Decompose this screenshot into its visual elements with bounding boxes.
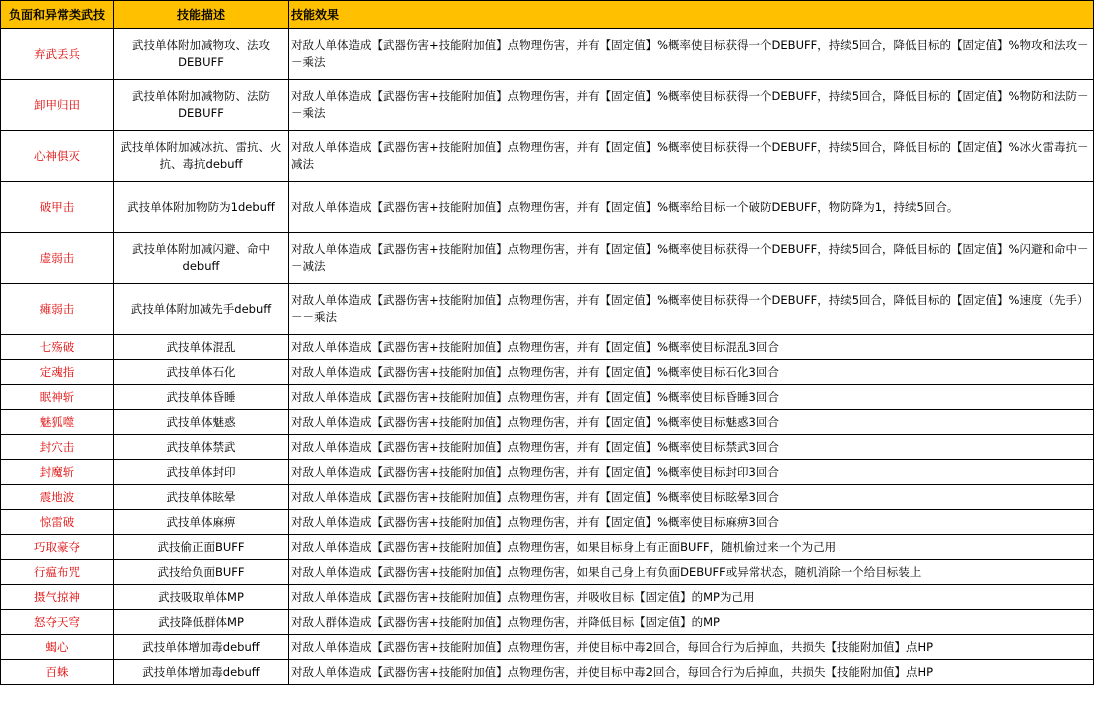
skill-description: 武技单体石化 (114, 360, 289, 385)
table-row (1, 485, 1094, 510)
skill-name: 眠神斩 (1, 385, 114, 410)
skill-description: 武技单体麻痹 (114, 510, 289, 535)
skill-name: 蝎心 (1, 635, 114, 660)
table-row (1, 182, 1094, 233)
skill-effect: 对敌人单体造成【武器伤害+技能附加值】点物理伤害，并使目标中毒2回合，每回合行为后掉血，共损失【技能附加值】点HP (289, 635, 1094, 660)
skill-effect: 对敌人单体造成【武器伤害+技能附加值】点物理伤害，并有【固定值】%概率使目标石化3回合 (289, 360, 1094, 385)
skill-description: 武技单体附加减闪避、命中debuff (114, 233, 289, 284)
skill-effect: 对敌人单体造成【武器伤害+技能附加值】点物理伤害，并有【固定值】%概率使目标获得一个DEBUFF，持续5回合，降低目标的【固定值】%物防和法防－－乘法 (289, 80, 1094, 131)
skill-effect: 对敌人单体造成【武器伤害+技能附加值】点物理伤害，并有【固定值】%概率使目标获得一个DEBUFF，持续5回合，降低目标的【固定值】%速度（先手）－－乘法 (289, 284, 1094, 335)
skill-name: 百蛛 (1, 660, 114, 685)
skill-effect: 对敌人单体造成【武器伤害+技能附加值】点物理伤害，如果目标身上有正面BUFF，随机偷过来一个为己用 (289, 535, 1094, 560)
skill-name: 卸甲归田 (1, 80, 114, 131)
skill-description: 武技单体封印 (114, 460, 289, 485)
table-row (1, 360, 1094, 385)
skill-description: 武技吸取单体MP (114, 585, 289, 610)
table-row (1, 510, 1094, 535)
table-row (1, 335, 1094, 360)
skill-effect: 对敌人单体造成【武器伤害+技能附加值】点物理伤害，并有【固定值】%概率使目标魅惑3回合 (289, 410, 1094, 435)
skill-name: 惊雷破 (1, 510, 114, 535)
header-name: 负面和异常类武技 (1, 1, 114, 29)
skill-name: 怒夺天穹 (1, 610, 114, 635)
skill-name: 巧取豪夺 (1, 535, 114, 560)
skill-description: 武技降低群体MP (114, 610, 289, 635)
skill-name: 虚弱击 (1, 233, 114, 284)
table-row (1, 610, 1094, 635)
table-row (1, 29, 1094, 80)
skill-description: 武技单体魅惑 (114, 410, 289, 435)
header-description: 技能描述 (114, 1, 289, 29)
skill-description: 武技单体附加减冰抗、雷抗、火抗、毒抗debuff (114, 131, 289, 182)
skill-name: 弃武丢兵 (1, 29, 114, 80)
skill-effect: 对敌人单体造成【武器伤害+技能附加值】点物理伤害，并有【固定值】%概率使目标封印3回合 (289, 460, 1094, 485)
skill-name: 震地波 (1, 485, 114, 510)
skill-effect: 对敌人群体造成【武器伤害+技能附加值】点物理伤害，并降低目标【固定值】的MP (289, 610, 1094, 635)
skill-name: 封穴击 (1, 435, 114, 460)
skill-name: 心神俱灭 (1, 131, 114, 182)
skill-name: 七殇破 (1, 335, 114, 360)
skill-name: 破甲击 (1, 182, 114, 233)
table-row (1, 410, 1094, 435)
table-row (1, 284, 1094, 335)
table-row (1, 80, 1094, 131)
skill-effect: 对敌人单体造成【武器伤害+技能附加值】点物理伤害，并有【固定值】%概率使目标昏睡3回合 (289, 385, 1094, 410)
table-row (1, 560, 1094, 585)
table-row (1, 385, 1094, 410)
skill-description: 武技单体附加减先手debuff (114, 284, 289, 335)
skill-description: 武技给负面BUFF (114, 560, 289, 585)
skill-description: 武技单体附加物防为1debuff (114, 182, 289, 233)
skill-effect: 对敌人单体造成【武器伤害+技能附加值】点物理伤害，并有【固定值】%概率使目标眩晕3回合 (289, 485, 1094, 510)
skill-name: 定魂指 (1, 360, 114, 385)
header-effect: 技能效果 (289, 1, 1094, 29)
skill-effect: 对敌人单体造成【武器伤害+技能附加值】点物理伤害，并有【固定值】%概率使目标获得一个DEBUFF，持续5回合，降低目标的【固定值】%冰火雷毒抗－减法 (289, 131, 1094, 182)
table-row (1, 233, 1094, 284)
skill-description: 武技单体昏睡 (114, 385, 289, 410)
table-row (1, 585, 1094, 610)
skill-description: 武技单体附加减物防、法防DEBUFF (114, 80, 289, 131)
skill-name: 封魔斩 (1, 460, 114, 485)
skill-effect: 对敌人单体造成【武器伤害+技能附加值】点物理伤害，并使目标中毒2回合，每回合行为后掉血，共损失【技能附加值】点HP (289, 660, 1094, 685)
header-row (1, 1, 1094, 29)
skill-description: 武技单体混乱 (114, 335, 289, 360)
table-row (1, 535, 1094, 560)
skill-description: 武技单体眩晕 (114, 485, 289, 510)
table-row (1, 131, 1094, 182)
skill-description: 武技偷正面BUFF (114, 535, 289, 560)
skill-description: 武技单体禁武 (114, 435, 289, 460)
skill-name: 瘫弱击 (1, 284, 114, 335)
table-row (1, 660, 1094, 685)
skill-description: 武技单体附加减物攻、法攻DEBUFF (114, 29, 289, 80)
skill-effect: 对敌人单体造成【武器伤害+技能附加值】点物理伤害，并有【固定值】%概率使目标麻痹3回合 (289, 510, 1094, 535)
table-row (1, 635, 1094, 660)
skill-effect: 对敌人单体造成【武器伤害+技能附加值】点物理伤害，并吸收目标【固定值】的MP为己用 (289, 585, 1094, 610)
skill-effect: 对敌人单体造成【武器伤害+技能附加值】点物理伤害，并有【固定值】%概率使目标混乱3回合 (289, 335, 1094, 360)
skill-description: 武技单体增加毒debuff (114, 660, 289, 685)
skill-effect: 对敌人单体造成【武器伤害+技能附加值】点物理伤害，并有【固定值】%概率使目标获得一个DEBUFF，持续5回合，降低目标的【固定值】%闪避和命中－－减法 (289, 233, 1094, 284)
skill-effect: 对敌人单体造成【武器伤害+技能附加值】点物理伤害，并有【固定值】%概率使目标获得一个DEBUFF，持续5回合，降低目标的【固定值】%物攻和法攻－－乘法 (289, 29, 1094, 80)
table-row (1, 460, 1094, 485)
table-row (1, 435, 1094, 460)
skill-name: 摄气掠神 (1, 585, 114, 610)
skill-effect: 对敌人单体造成【武器伤害+技能附加值】点物理伤害，并有【固定值】%概率使目标禁武3回合 (289, 435, 1094, 460)
skill-effect: 对敌人单体造成【武器伤害+技能附加值】点物理伤害，并有【固定值】%概率给目标一个破防DEBUFF，物防降为1，持续5回合。 (289, 182, 1094, 233)
skill-effect: 对敌人单体造成【武器伤害+技能附加值】点物理伤害，如果自己身上有负面DEBUFF或异常状态，随机消除一个给目标装上 (289, 560, 1094, 585)
skill-name: 行瘟布咒 (1, 560, 114, 585)
skill-name: 魅狐噬 (1, 410, 114, 435)
skill-description: 武技单体增加毒debuff (114, 635, 289, 660)
